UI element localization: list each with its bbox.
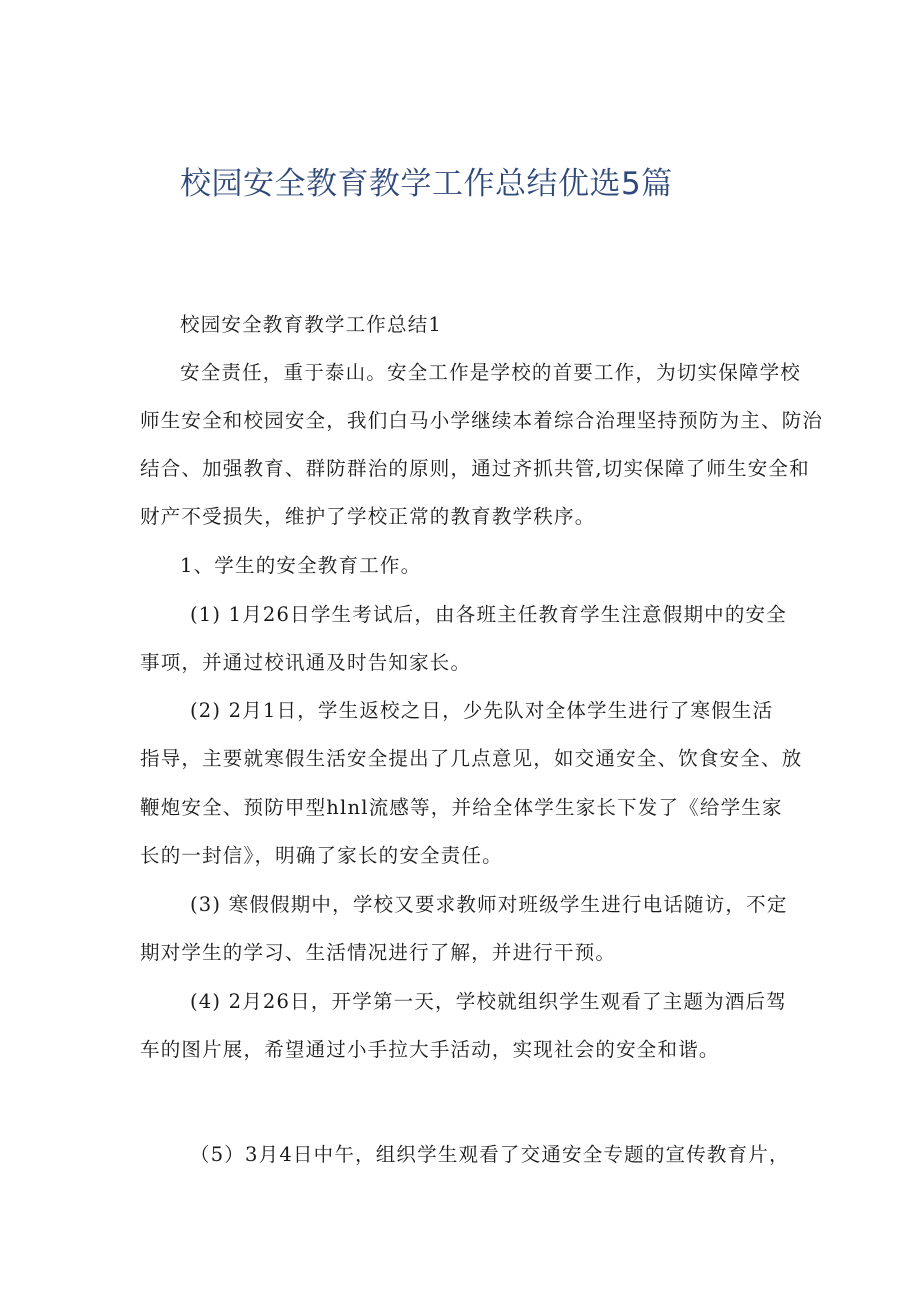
paragraph-line: 1、学生的安全教育工作。 [180,554,422,577]
paragraph-line: 师生安全和校园安全，我们白马小学继续本着综合治理坚持预防为主、防治 [140,409,824,432]
paragraph-line: 车的图片展，希望通过小手拉大手活动，实现社会的安全和谐。 [140,1038,720,1061]
paragraph-line: 安全责任，重于泰山。安全工作是学校的首要工作，为切实保障学校 [180,361,802,384]
paragraph-line: 长的一封信》，明确了家长的安全责任。 [140,844,503,867]
paragraph-line: 期对学生的学习、生活情况进行了解，并进行干预。 [140,941,617,964]
section-heading: 校园安全教育教学工作总结1 [180,313,443,336]
document-title: 校园安全教育教学工作总结优选5篇 [180,166,673,202]
paragraph-line: (1) 1月26日学生考试后，由各班主任教育学生注意假期中的安全 [190,603,787,626]
paragraph-line: (4) 2月26日，开学第一天，学校就组织学生观看了主题为酒后驾 [190,990,787,1013]
paragraph-line: 事项，并通过校讯通及时告知家长。 [140,651,472,674]
paragraph-line: (3) 寒假假期中，学校又要求教师对班级学生进行电话随访，不定 [190,893,788,916]
paragraph-line: 鞭炮安全、预防甲型hlnl流感等，并给全体学生家长下发了《给学生家 [140,796,783,819]
paragraph-line: 财产不受损失，维护了学校正常的教育教学秩序。 [140,505,596,528]
paragraph-line: (2) 2月1日，学生返校之日，少先队对全体学生进行了寒假生活 [190,699,774,722]
paragraph-line: 结合、加强教育、群防群治的原则，通过齐抓共管,切实保障了师生安全和 [140,457,810,480]
paragraph-line: （5）3月4日中午，组织学生观看了交通安全专题的宣传教育片， [190,1143,790,1166]
paragraph-line: 指导，主要就寒假生活安全提出了几点意见，如交通安全、饮食安全、放 [140,747,803,770]
